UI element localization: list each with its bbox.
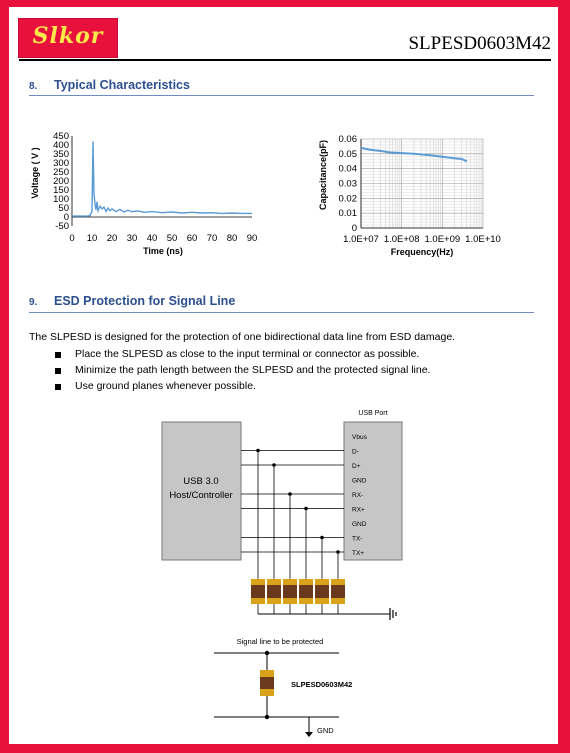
voltage-x-tick: 0 [69, 233, 75, 244]
usb-port-label: USB Port [358, 410, 388, 417]
pin-label: RX- [352, 492, 364, 499]
voltage-x-tick: 80 [226, 233, 238, 244]
ground-symbol [390, 608, 396, 620]
voltage-x-tick: 50 [166, 233, 178, 244]
junction-dot [272, 463, 276, 467]
host-label-line2: Host/Controller [169, 490, 233, 501]
pin-label: RX+ [352, 506, 365, 514]
cap-y-tick: 0.05 [338, 148, 357, 160]
voltage-y-tick: 50 [58, 203, 69, 214]
junction-dot [320, 536, 324, 540]
host-label-line1: USB 3.0 [183, 476, 219, 487]
voltage-x-tick: 20 [106, 233, 118, 244]
junction-dot [304, 507, 308, 511]
capacitance-chart-ylabel: Capacitance(pF) [318, 139, 328, 211]
esd-protection-diagram [9, 402, 558, 744]
voltage-x-tick: 30 [126, 233, 138, 244]
tvs-device [260, 670, 274, 696]
part-number-title: SLPESD0603M42 [408, 33, 551, 54]
voltage-y-tick: 250 [53, 167, 69, 178]
junction-dot [336, 550, 340, 554]
voltage-x-tick: 60 [186, 233, 198, 244]
capacitance-chart-xlabel: Frequency(Hz) [390, 247, 454, 257]
cap-y-tick: 0 [351, 223, 357, 234]
junction-dot [265, 651, 269, 655]
voltage-y-tick: 150 [53, 185, 69, 196]
cap-y-tick: 0.01 [338, 208, 357, 220]
bullet-marker [55, 384, 61, 390]
section-9-rule [29, 312, 534, 313]
junction-dot [256, 449, 260, 453]
cap-y-tick: 0.06 [338, 134, 357, 145]
voltage-x-tick: 40 [146, 233, 158, 244]
section-8-title: Typical Characteristics [54, 78, 190, 92]
capacitance-frequency-chart [299, 117, 529, 267]
pin-label: D+ [352, 463, 361, 470]
junction-dot [288, 492, 292, 496]
pin-label: Vbus [352, 434, 367, 441]
cap-x-tick: 1.0E+10 [465, 234, 501, 245]
gnd-arrow-icon [305, 732, 313, 737]
slkor-logo [18, 18, 118, 58]
cap-x-tick: 1.0E+08 [383, 234, 420, 245]
signal-line-caption: Signal line to be protected [236, 637, 324, 646]
tvs-device [267, 579, 281, 604]
logo-text: Slkor [32, 23, 104, 49]
voltage-y-tick: 100 [53, 194, 69, 205]
bullet-item: Place the SLPESD as close to the input terminal or connector as possible. [75, 348, 420, 360]
intro-paragraph: The SLPESD is designed for the protection of one bidirectional data line from ESD damage. [29, 331, 456, 343]
section-9-title: ESD Protection for Signal Line [54, 294, 236, 308]
section-8-number: 8. [29, 81, 38, 92]
tvs-device [315, 579, 329, 604]
tvs-device [331, 579, 345, 604]
cap-x-tick: 1.0E+09 [424, 234, 461, 245]
bullet-item: Use ground planes whenever possible. [75, 380, 256, 392]
pin-label: D- [352, 448, 359, 456]
voltage-y-tick: 450 [53, 131, 69, 142]
voltage-chart-xlabel: Time (ns) [143, 246, 183, 256]
voltage-x-tick: 10 [86, 233, 98, 244]
gnd-label: GND [317, 726, 334, 735]
pin-label: GND [352, 477, 367, 485]
voltage-x-tick: 90 [246, 233, 258, 244]
voltage-y-tick: 400 [53, 140, 69, 151]
voltage-y-tick: -50 [55, 221, 69, 232]
header-rule [19, 59, 551, 61]
junction-dot [265, 715, 269, 719]
tvs-device [283, 579, 297, 604]
tvs-device [251, 579, 265, 604]
voltage-y-tick: 300 [53, 158, 69, 169]
cap-y-tick: 0.04 [338, 163, 357, 175]
voltage-y-tick: 350 [53, 149, 69, 160]
pin-label: TX- [352, 535, 363, 543]
voltage-chart-ylabel: Voltage ( V ) [30, 147, 40, 199]
section-9-number: 9. [29, 297, 38, 308]
voltage-x-tick: 70 [206, 233, 218, 244]
voltage-y-tick: 200 [53, 176, 69, 187]
cap-x-tick: 1.0E+07 [343, 234, 379, 245]
voltage-y-tick: 0 [63, 212, 69, 223]
bullet-item: Minimize the path length between the SLPESD and the protected signal line. [75, 364, 431, 376]
tvs-device [299, 579, 313, 604]
pin-label: TX+ [352, 550, 365, 557]
voltage-series-line [72, 141, 252, 216]
cap-y-tick: 0.02 [338, 193, 357, 205]
bullet-marker [55, 368, 61, 374]
document-page [9, 7, 558, 744]
voltage-time-chart [9, 117, 269, 267]
cap-y-tick: 0.03 [338, 178, 357, 190]
device-label: SLPESD0603M42 [291, 680, 353, 689]
pin-label: GND [352, 521, 367, 528]
section-8-rule [29, 95, 534, 96]
bullet-marker [55, 352, 61, 358]
